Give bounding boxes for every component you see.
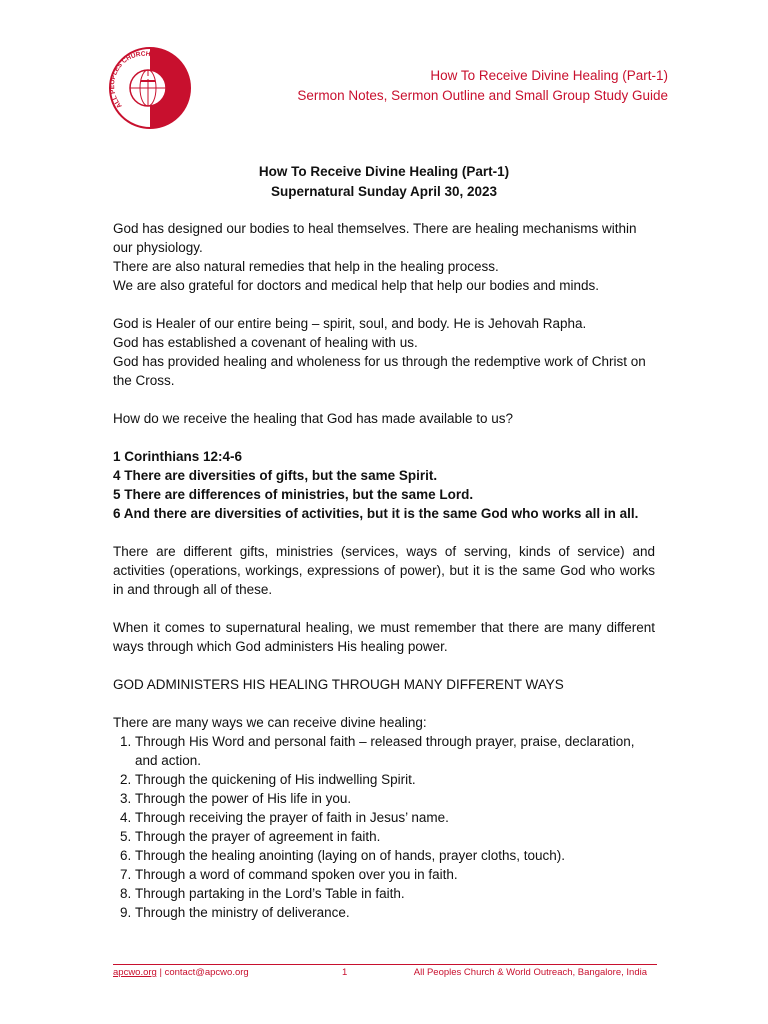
- title-line-1: How To Receive Divine Healing (Part-1): [258, 164, 510, 179]
- list-item: 4. Through receiving the prayer of faith in Jesus’ name.: [135, 808, 655, 827]
- paragraph: We are also grateful for doctors and medical help that help our bodies and minds.: [113, 278, 600, 293]
- church-logo: [108, 46, 192, 130]
- footer-divider: [113, 964, 657, 965]
- list-item: 1. Through His Word and personal faith – released through prayer, praise, declaration, and action.: [135, 732, 655, 770]
- footer-separator: |: [156, 967, 165, 978]
- footer-contact: [113, 967, 249, 978]
- footer-organization: All Peoples Church & World Outreach, Bangalore, India: [413, 967, 647, 978]
- ways-list: [113, 732, 655, 922]
- scripture-reference: 1 Corinthians 12:4-6: [113, 449, 243, 464]
- list-item: 9. Through the ministry of deliverance.: [135, 903, 655, 922]
- question: How do we receive the healing that God has made available to us?: [113, 411, 513, 426]
- header-line-1: How To Receive Divine Healing (Part-1): [430, 68, 668, 83]
- list-item: 6. Through the healing anointing (laying on of hands, prayer cloths, touch).: [135, 846, 655, 865]
- paragraph: God has provided healing and wholeness for us through the redemptive work of Christ on the Cross.: [113, 354, 646, 388]
- list-item: 5. Through the prayer of agreement in faith.: [135, 827, 655, 846]
- ways-intro: There are many ways we can receive divine healing:: [113, 715, 427, 730]
- list-item: 3. Through the power of His life in you.: [135, 789, 655, 808]
- scripture-verse: 4 There are diversities of gifts, but the same Spirit.: [113, 468, 438, 483]
- page-footer: [113, 967, 657, 981]
- list-item: 2. Through the quickening of His indwelling Spirit.: [135, 770, 655, 789]
- paragraph: God is Healer of our entire being – spirit, soul, and body. He is Jehovah Rapha.: [113, 316, 587, 331]
- email-link[interactable]: contact@apcwo.org: [164, 967, 249, 978]
- page-title: [0, 162, 768, 202]
- section-heading: GOD ADMINISTERS HIS HEALING THROUGH MANY DIFFERENT WAYS: [113, 677, 564, 692]
- page-number: 1: [342, 967, 348, 978]
- list-item: 8. Through partaking in the Lord’s Table in faith.: [135, 884, 655, 903]
- paragraph: God has established a covenant of healing with us.: [113, 335, 418, 350]
- sermon-body: [113, 219, 655, 922]
- website-link[interactable]: apcwo.org: [113, 967, 157, 978]
- paragraph: There are different gifts, ministries (services, ways of serving, kinds of service) and activities (operations, workings, expressions of power), but it is the same God who works in and through all of these.: [113, 544, 655, 597]
- scripture-verse: 5 There are differences of ministries, but the same Lord.: [113, 487, 474, 502]
- title-line-2: Supernatural Sunday April 30, 2023: [270, 184, 498, 199]
- logo-text: ALL PEOPLES CHURCH: [109, 50, 151, 110]
- paragraph: God has designed our bodies to heal themselves. There are healing mechanisms within our physiology.: [113, 221, 637, 255]
- paragraph: When it comes to supernatural healing, we must remember that there are many different ways through which God administers His healing power.: [113, 620, 655, 654]
- list-item: 7. Through a word of command spoken over you in faith.: [135, 865, 655, 884]
- paragraph: There are also natural remedies that help in the healing process.: [113, 259, 499, 274]
- scripture-verse: 6 And there are diversities of activities, but it is the same God who works all in all.: [113, 506, 639, 521]
- header-line-2: Sermon Notes, Sermon Outline and Small Group Study Guide: [297, 88, 668, 103]
- header-title: [297, 66, 668, 106]
